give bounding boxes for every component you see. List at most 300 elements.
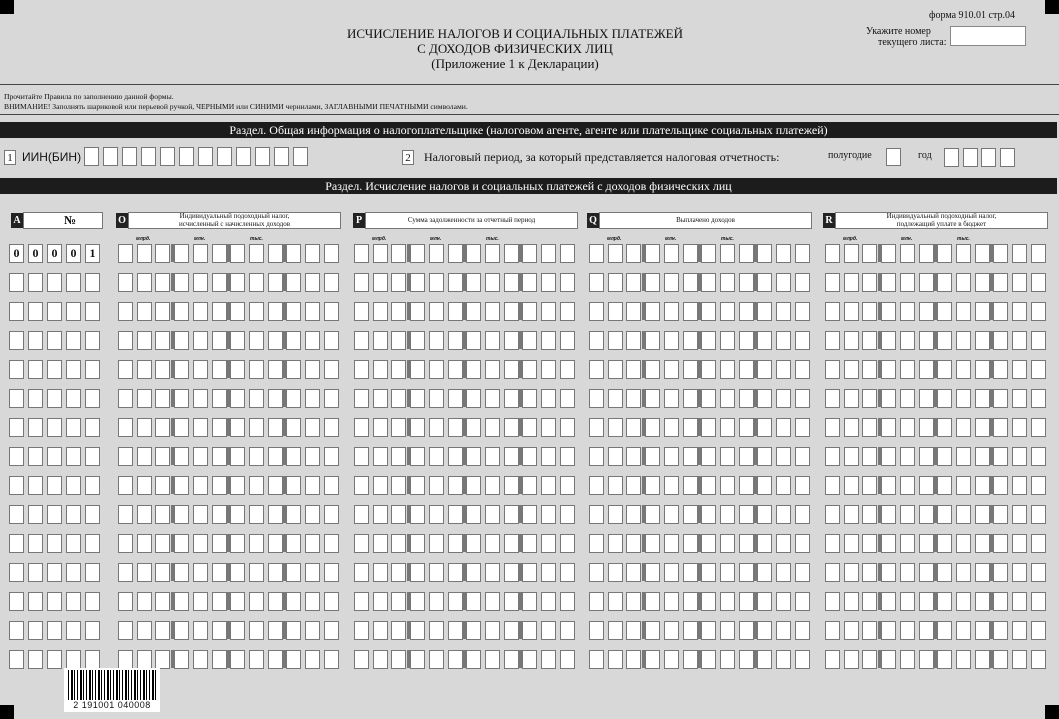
amount-digit-cell[interactable]: [589, 244, 604, 263]
amount-digit-cell[interactable]: [881, 244, 896, 263]
row-number-cell[interactable]: [85, 592, 100, 611]
amount-digit-cell[interactable]: [212, 389, 227, 408]
amount-digit-cell[interactable]: [410, 505, 425, 524]
amount-digit-cell[interactable]: [975, 592, 990, 611]
amount-digit-cell[interactable]: [1012, 476, 1027, 495]
amount-digit-cell[interactable]: [373, 302, 388, 321]
amount-digit-cell[interactable]: [683, 244, 698, 263]
row-number-cell[interactable]: [85, 447, 100, 466]
row-number-cell[interactable]: [28, 302, 43, 321]
amount-digit-cell[interactable]: [324, 505, 339, 524]
amount-digit-cell[interactable]: [212, 244, 227, 263]
amount-digit-cell[interactable]: [701, 650, 716, 669]
amount-digit-cell[interactable]: [485, 273, 500, 292]
row-number-cell[interactable]: [85, 534, 100, 553]
amount-digit-cell[interactable]: [757, 331, 772, 350]
amount-digit-cell[interactable]: [429, 650, 444, 669]
iin-digit-cell[interactable]: [255, 147, 270, 166]
amount-digit-cell[interactable]: [608, 418, 623, 437]
amount-digit-cell[interactable]: [862, 621, 877, 640]
amount-digit-cell[interactable]: [757, 302, 772, 321]
amount-digit-cell[interactable]: [956, 621, 971, 640]
amount-digit-cell[interactable]: [720, 505, 735, 524]
amount-digit-cell[interactable]: [541, 650, 556, 669]
amount-digit-cell[interactable]: [448, 621, 463, 640]
amount-digit-cell[interactable]: [720, 360, 735, 379]
amount-digit-cell[interactable]: [560, 273, 575, 292]
amount-digit-cell[interactable]: [541, 592, 556, 611]
amount-digit-cell[interactable]: [993, 563, 1008, 582]
amount-digit-cell[interactable]: [560, 302, 575, 321]
amount-digit-cell[interactable]: [541, 563, 556, 582]
amount-digit-cell[interactable]: [881, 389, 896, 408]
amount-digit-cell[interactable]: [268, 621, 283, 640]
amount-digit-cell[interactable]: [795, 563, 810, 582]
amount-digit-cell[interactable]: [795, 505, 810, 524]
amount-digit-cell[interactable]: [286, 534, 301, 553]
amount-digit-cell[interactable]: [137, 534, 152, 553]
amount-digit-cell[interactable]: [118, 534, 133, 553]
amount-digit-cell[interactable]: [230, 447, 245, 466]
amount-digit-cell[interactable]: [776, 302, 791, 321]
amount-digit-cell[interactable]: [391, 447, 406, 466]
amount-digit-cell[interactable]: [560, 476, 575, 495]
amount-digit-cell[interactable]: [155, 621, 170, 640]
row-number-cell[interactable]: 0: [9, 244, 24, 263]
amount-digit-cell[interactable]: [900, 302, 915, 321]
amount-digit-cell[interactable]: [862, 302, 877, 321]
amount-digit-cell[interactable]: [825, 505, 840, 524]
amount-digit-cell[interactable]: [844, 418, 859, 437]
amount-digit-cell[interactable]: [589, 273, 604, 292]
amount-digit-cell[interactable]: [429, 244, 444, 263]
amount-digit-cell[interactable]: [174, 621, 189, 640]
amount-digit-cell[interactable]: [701, 244, 716, 263]
amount-digit-cell[interactable]: [193, 273, 208, 292]
amount-digit-cell[interactable]: [429, 592, 444, 611]
amount-digit-cell[interactable]: [212, 476, 227, 495]
amount-digit-cell[interactable]: [937, 360, 952, 379]
amount-digit-cell[interactable]: [305, 563, 320, 582]
amount-digit-cell[interactable]: [1031, 621, 1046, 640]
row-number-cell[interactable]: [9, 302, 24, 321]
amount-digit-cell[interactable]: [664, 621, 679, 640]
amount-digit-cell[interactable]: [919, 273, 934, 292]
amount-digit-cell[interactable]: [844, 389, 859, 408]
amount-digit-cell[interactable]: [249, 418, 264, 437]
amount-digit-cell[interactable]: [975, 650, 990, 669]
amount-digit-cell[interactable]: [541, 389, 556, 408]
amount-digit-cell[interactable]: [1012, 244, 1027, 263]
amount-digit-cell[interactable]: [975, 302, 990, 321]
amount-digit-cell[interactable]: [795, 273, 810, 292]
row-number-cell[interactable]: [85, 360, 100, 379]
amount-digit-cell[interactable]: [522, 476, 537, 495]
amount-digit-cell[interactable]: [900, 650, 915, 669]
amount-digit-cell[interactable]: [919, 563, 934, 582]
amount-digit-cell[interactable]: [118, 505, 133, 524]
amount-digit-cell[interactable]: [118, 476, 133, 495]
amount-digit-cell[interactable]: [373, 360, 388, 379]
amount-digit-cell[interactable]: [249, 534, 264, 553]
amount-digit-cell[interactable]: [608, 621, 623, 640]
amount-digit-cell[interactable]: [795, 650, 810, 669]
amount-digit-cell[interactable]: [324, 592, 339, 611]
amount-digit-cell[interactable]: [560, 244, 575, 263]
amount-digit-cell[interactable]: [956, 244, 971, 263]
amount-digit-cell[interactable]: [560, 621, 575, 640]
amount-digit-cell[interactable]: [993, 302, 1008, 321]
amount-digit-cell[interactable]: [391, 476, 406, 495]
amount-digit-cell[interactable]: [230, 650, 245, 669]
amount-digit-cell[interactable]: [862, 505, 877, 524]
iin-digit-cell[interactable]: [84, 147, 99, 166]
amount-digit-cell[interactable]: [1012, 534, 1027, 553]
amount-digit-cell[interactable]: [919, 360, 934, 379]
amount-digit-cell[interactable]: [118, 331, 133, 350]
amount-digit-cell[interactable]: [825, 621, 840, 640]
amount-digit-cell[interactable]: [900, 244, 915, 263]
amount-digit-cell[interactable]: [1031, 418, 1046, 437]
amount-digit-cell[interactable]: [448, 563, 463, 582]
amount-digit-cell[interactable]: [466, 244, 481, 263]
amount-digit-cell[interactable]: [825, 418, 840, 437]
amount-digit-cell[interactable]: [118, 389, 133, 408]
amount-digit-cell[interactable]: [881, 592, 896, 611]
amount-digit-cell[interactable]: [466, 563, 481, 582]
amount-digit-cell[interactable]: [881, 331, 896, 350]
amount-digit-cell[interactable]: [286, 592, 301, 611]
amount-digit-cell[interactable]: [354, 273, 369, 292]
row-number-cell[interactable]: [47, 302, 62, 321]
amount-digit-cell[interactable]: [373, 534, 388, 553]
amount-digit-cell[interactable]: [862, 360, 877, 379]
amount-digit-cell[interactable]: [305, 302, 320, 321]
row-number-cell[interactable]: [47, 650, 62, 669]
row-number-cell[interactable]: [85, 331, 100, 350]
amount-digit-cell[interactable]: [391, 389, 406, 408]
amount-digit-cell[interactable]: [522, 389, 537, 408]
amount-digit-cell[interactable]: [739, 360, 754, 379]
amount-digit-cell[interactable]: [956, 563, 971, 582]
amount-digit-cell[interactable]: [993, 389, 1008, 408]
amount-digit-cell[interactable]: [230, 331, 245, 350]
amount-digit-cell[interactable]: [466, 360, 481, 379]
amount-digit-cell[interactable]: [937, 650, 952, 669]
amount-digit-cell[interactable]: [212, 418, 227, 437]
iin-digit-cell[interactable]: [274, 147, 289, 166]
amount-digit-cell[interactable]: [589, 331, 604, 350]
amount-digit-cell[interactable]: [268, 418, 283, 437]
amount-digit-cell[interactable]: [975, 447, 990, 466]
amount-digit-cell[interactable]: [825, 331, 840, 350]
amount-digit-cell[interactable]: [795, 447, 810, 466]
amount-digit-cell[interactable]: [118, 244, 133, 263]
amount-digit-cell[interactable]: [862, 418, 877, 437]
amount-digit-cell[interactable]: [701, 360, 716, 379]
amount-digit-cell[interactable]: [589, 418, 604, 437]
amount-digit-cell[interactable]: [956, 418, 971, 437]
amount-digit-cell[interactable]: [560, 389, 575, 408]
amount-digit-cell[interactable]: [174, 244, 189, 263]
amount-digit-cell[interactable]: [391, 360, 406, 379]
amount-digit-cell[interactable]: [230, 273, 245, 292]
amount-digit-cell[interactable]: [354, 331, 369, 350]
amount-digit-cell[interactable]: [844, 621, 859, 640]
amount-digit-cell[interactable]: [305, 592, 320, 611]
row-number-cell[interactable]: [85, 505, 100, 524]
amount-digit-cell[interactable]: [324, 476, 339, 495]
amount-digit-cell[interactable]: [956, 389, 971, 408]
amount-digit-cell[interactable]: [757, 621, 772, 640]
amount-digit-cell[interactable]: [776, 534, 791, 553]
sheet-number-field[interactable]: [950, 26, 1026, 46]
amount-digit-cell[interactable]: [720, 621, 735, 640]
amount-digit-cell[interactable]: [937, 389, 952, 408]
amount-digit-cell[interactable]: [776, 476, 791, 495]
amount-digit-cell[interactable]: [155, 534, 170, 553]
amount-digit-cell[interactable]: [757, 447, 772, 466]
year-digit-cell[interactable]: [1000, 148, 1015, 167]
amount-digit-cell[interactable]: [862, 563, 877, 582]
amount-digit-cell[interactable]: [701, 476, 716, 495]
amount-digit-cell[interactable]: [919, 592, 934, 611]
amount-digit-cell[interactable]: [900, 360, 915, 379]
amount-digit-cell[interactable]: [410, 389, 425, 408]
amount-digit-cell[interactable]: [174, 505, 189, 524]
row-number-cell[interactable]: [47, 360, 62, 379]
amount-digit-cell[interactable]: [541, 273, 556, 292]
amount-digit-cell[interactable]: [485, 563, 500, 582]
amount-digit-cell[interactable]: [862, 592, 877, 611]
amount-digit-cell[interactable]: [975, 244, 990, 263]
amount-digit-cell[interactable]: [324, 389, 339, 408]
amount-digit-cell[interactable]: [862, 273, 877, 292]
amount-digit-cell[interactable]: [286, 650, 301, 669]
amount-digit-cell[interactable]: [701, 534, 716, 553]
amount-digit-cell[interactable]: [1031, 331, 1046, 350]
amount-digit-cell[interactable]: [429, 563, 444, 582]
amount-digit-cell[interactable]: [956, 592, 971, 611]
amount-digit-cell[interactable]: [664, 302, 679, 321]
amount-digit-cell[interactable]: [825, 244, 840, 263]
amount-digit-cell[interactable]: [485, 447, 500, 466]
amount-digit-cell[interactable]: [429, 621, 444, 640]
amount-digit-cell[interactable]: [993, 592, 1008, 611]
amount-digit-cell[interactable]: [881, 302, 896, 321]
amount-digit-cell[interactable]: [324, 563, 339, 582]
amount-digit-cell[interactable]: [118, 273, 133, 292]
amount-digit-cell[interactable]: [776, 563, 791, 582]
amount-digit-cell[interactable]: [268, 534, 283, 553]
amount-digit-cell[interactable]: [324, 331, 339, 350]
row-number-cell[interactable]: [28, 273, 43, 292]
amount-digit-cell[interactable]: [305, 650, 320, 669]
amount-digit-cell[interactable]: [739, 505, 754, 524]
row-number-cell[interactable]: [28, 621, 43, 640]
amount-digit-cell[interactable]: [268, 389, 283, 408]
amount-digit-cell[interactable]: [429, 331, 444, 350]
amount-digit-cell[interactable]: [776, 273, 791, 292]
amount-digit-cell[interactable]: [193, 476, 208, 495]
amount-digit-cell[interactable]: [155, 447, 170, 466]
amount-digit-cell[interactable]: [560, 331, 575, 350]
amount-digit-cell[interactable]: [212, 592, 227, 611]
amount-digit-cell[interactable]: [993, 505, 1008, 524]
amount-digit-cell[interactable]: [522, 331, 537, 350]
amount-digit-cell[interactable]: [268, 273, 283, 292]
amount-digit-cell[interactable]: [504, 563, 519, 582]
amount-digit-cell[interactable]: [137, 563, 152, 582]
amount-digit-cell[interactable]: [645, 592, 660, 611]
amount-digit-cell[interactable]: [286, 505, 301, 524]
amount-digit-cell[interactable]: [739, 244, 754, 263]
amount-digit-cell[interactable]: [975, 418, 990, 437]
amount-digit-cell[interactable]: [137, 476, 152, 495]
amount-digit-cell[interactable]: [212, 273, 227, 292]
amount-digit-cell[interactable]: [900, 447, 915, 466]
amount-digit-cell[interactable]: [174, 418, 189, 437]
amount-digit-cell[interactable]: [373, 389, 388, 408]
row-number-cell[interactable]: [85, 476, 100, 495]
amount-digit-cell[interactable]: [795, 621, 810, 640]
row-number-cell[interactable]: [47, 447, 62, 466]
amount-digit-cell[interactable]: [448, 592, 463, 611]
amount-digit-cell[interactable]: [485, 476, 500, 495]
amount-digit-cell[interactable]: [683, 331, 698, 350]
amount-digit-cell[interactable]: [268, 563, 283, 582]
amount-digit-cell[interactable]: [541, 302, 556, 321]
row-number-cell[interactable]: [66, 331, 81, 350]
amount-digit-cell[interactable]: [193, 447, 208, 466]
amount-digit-cell[interactable]: [844, 476, 859, 495]
amount-digit-cell[interactable]: [1031, 302, 1046, 321]
amount-digit-cell[interactable]: [720, 389, 735, 408]
amount-digit-cell[interactable]: [739, 418, 754, 437]
amount-digit-cell[interactable]: [1031, 389, 1046, 408]
amount-digit-cell[interactable]: [993, 534, 1008, 553]
year-digit-cell[interactable]: [981, 148, 996, 167]
row-number-cell[interactable]: [66, 302, 81, 321]
amount-digit-cell[interactable]: [757, 592, 772, 611]
amount-digit-cell[interactable]: [354, 592, 369, 611]
amount-digit-cell[interactable]: [522, 418, 537, 437]
amount-digit-cell[interactable]: [664, 331, 679, 350]
amount-digit-cell[interactable]: [825, 360, 840, 379]
amount-digit-cell[interactable]: [626, 302, 641, 321]
amount-digit-cell[interactable]: [739, 534, 754, 553]
row-number-cell[interactable]: [66, 534, 81, 553]
amount-digit-cell[interactable]: [683, 447, 698, 466]
amount-digit-cell[interactable]: [1012, 273, 1027, 292]
amount-digit-cell[interactable]: [410, 244, 425, 263]
amount-digit-cell[interactable]: [993, 476, 1008, 495]
amount-digit-cell[interactable]: [286, 273, 301, 292]
amount-digit-cell[interactable]: [881, 563, 896, 582]
amount-digit-cell[interactable]: [645, 331, 660, 350]
amount-digit-cell[interactable]: [757, 418, 772, 437]
amount-digit-cell[interactable]: [975, 273, 990, 292]
row-number-cell[interactable]: [47, 273, 62, 292]
amount-digit-cell[interactable]: [212, 505, 227, 524]
amount-digit-cell[interactable]: [118, 447, 133, 466]
amount-digit-cell[interactable]: [825, 534, 840, 553]
amount-digit-cell[interactable]: [391, 563, 406, 582]
amount-digit-cell[interactable]: [608, 476, 623, 495]
amount-digit-cell[interactable]: [701, 447, 716, 466]
amount-digit-cell[interactable]: [137, 273, 152, 292]
amount-digit-cell[interactable]: [1012, 621, 1027, 640]
amount-digit-cell[interactable]: [937, 476, 952, 495]
amount-digit-cell[interactable]: [608, 505, 623, 524]
amount-digit-cell[interactable]: [118, 360, 133, 379]
amount-digit-cell[interactable]: [589, 476, 604, 495]
amount-digit-cell[interactable]: [862, 389, 877, 408]
iin-digit-cell[interactable]: [103, 147, 118, 166]
amount-digit-cell[interactable]: [305, 389, 320, 408]
amount-digit-cell[interactable]: [608, 534, 623, 553]
amount-digit-cell[interactable]: [410, 418, 425, 437]
amount-digit-cell[interactable]: [410, 302, 425, 321]
amount-digit-cell[interactable]: [286, 563, 301, 582]
amount-digit-cell[interactable]: [683, 563, 698, 582]
amount-digit-cell[interactable]: [739, 273, 754, 292]
amount-digit-cell[interactable]: [776, 360, 791, 379]
amount-digit-cell[interactable]: [249, 476, 264, 495]
amount-digit-cell[interactable]: [305, 505, 320, 524]
amount-digit-cell[interactable]: [645, 418, 660, 437]
amount-digit-cell[interactable]: [286, 418, 301, 437]
amount-digit-cell[interactable]: [757, 389, 772, 408]
row-number-cell[interactable]: [28, 389, 43, 408]
amount-digit-cell[interactable]: [589, 447, 604, 466]
amount-digit-cell[interactable]: [589, 650, 604, 669]
amount-digit-cell[interactable]: [230, 534, 245, 553]
amount-digit-cell[interactable]: [410, 476, 425, 495]
amount-digit-cell[interactable]: [975, 534, 990, 553]
iin-digit-cell[interactable]: [179, 147, 194, 166]
amount-digit-cell[interactable]: [286, 302, 301, 321]
amount-digit-cell[interactable]: [429, 534, 444, 553]
row-number-cell[interactable]: [66, 563, 81, 582]
amount-digit-cell[interactable]: [230, 505, 245, 524]
amount-digit-cell[interactable]: [373, 650, 388, 669]
amount-digit-cell[interactable]: [862, 476, 877, 495]
amount-digit-cell[interactable]: [193, 418, 208, 437]
row-number-cell[interactable]: [85, 650, 100, 669]
amount-digit-cell[interactable]: [956, 650, 971, 669]
amount-digit-cell[interactable]: [268, 360, 283, 379]
amount-digit-cell[interactable]: [844, 447, 859, 466]
amount-digit-cell[interactable]: [560, 447, 575, 466]
amount-digit-cell[interactable]: [757, 360, 772, 379]
amount-digit-cell[interactable]: [956, 534, 971, 553]
amount-digit-cell[interactable]: [881, 273, 896, 292]
amount-digit-cell[interactable]: [485, 505, 500, 524]
iin-digit-cell[interactable]: [198, 147, 213, 166]
amount-digit-cell[interactable]: [795, 331, 810, 350]
amount-digit-cell[interactable]: [701, 418, 716, 437]
row-number-cell[interactable]: [9, 650, 24, 669]
amount-digit-cell[interactable]: [410, 273, 425, 292]
amount-digit-cell[interactable]: [249, 331, 264, 350]
amount-digit-cell[interactable]: [155, 476, 170, 495]
amount-digit-cell[interactable]: [286, 331, 301, 350]
row-number-cell[interactable]: [9, 360, 24, 379]
amount-digit-cell[interactable]: [844, 592, 859, 611]
amount-digit-cell[interactable]: [608, 563, 623, 582]
amount-digit-cell[interactable]: [608, 360, 623, 379]
